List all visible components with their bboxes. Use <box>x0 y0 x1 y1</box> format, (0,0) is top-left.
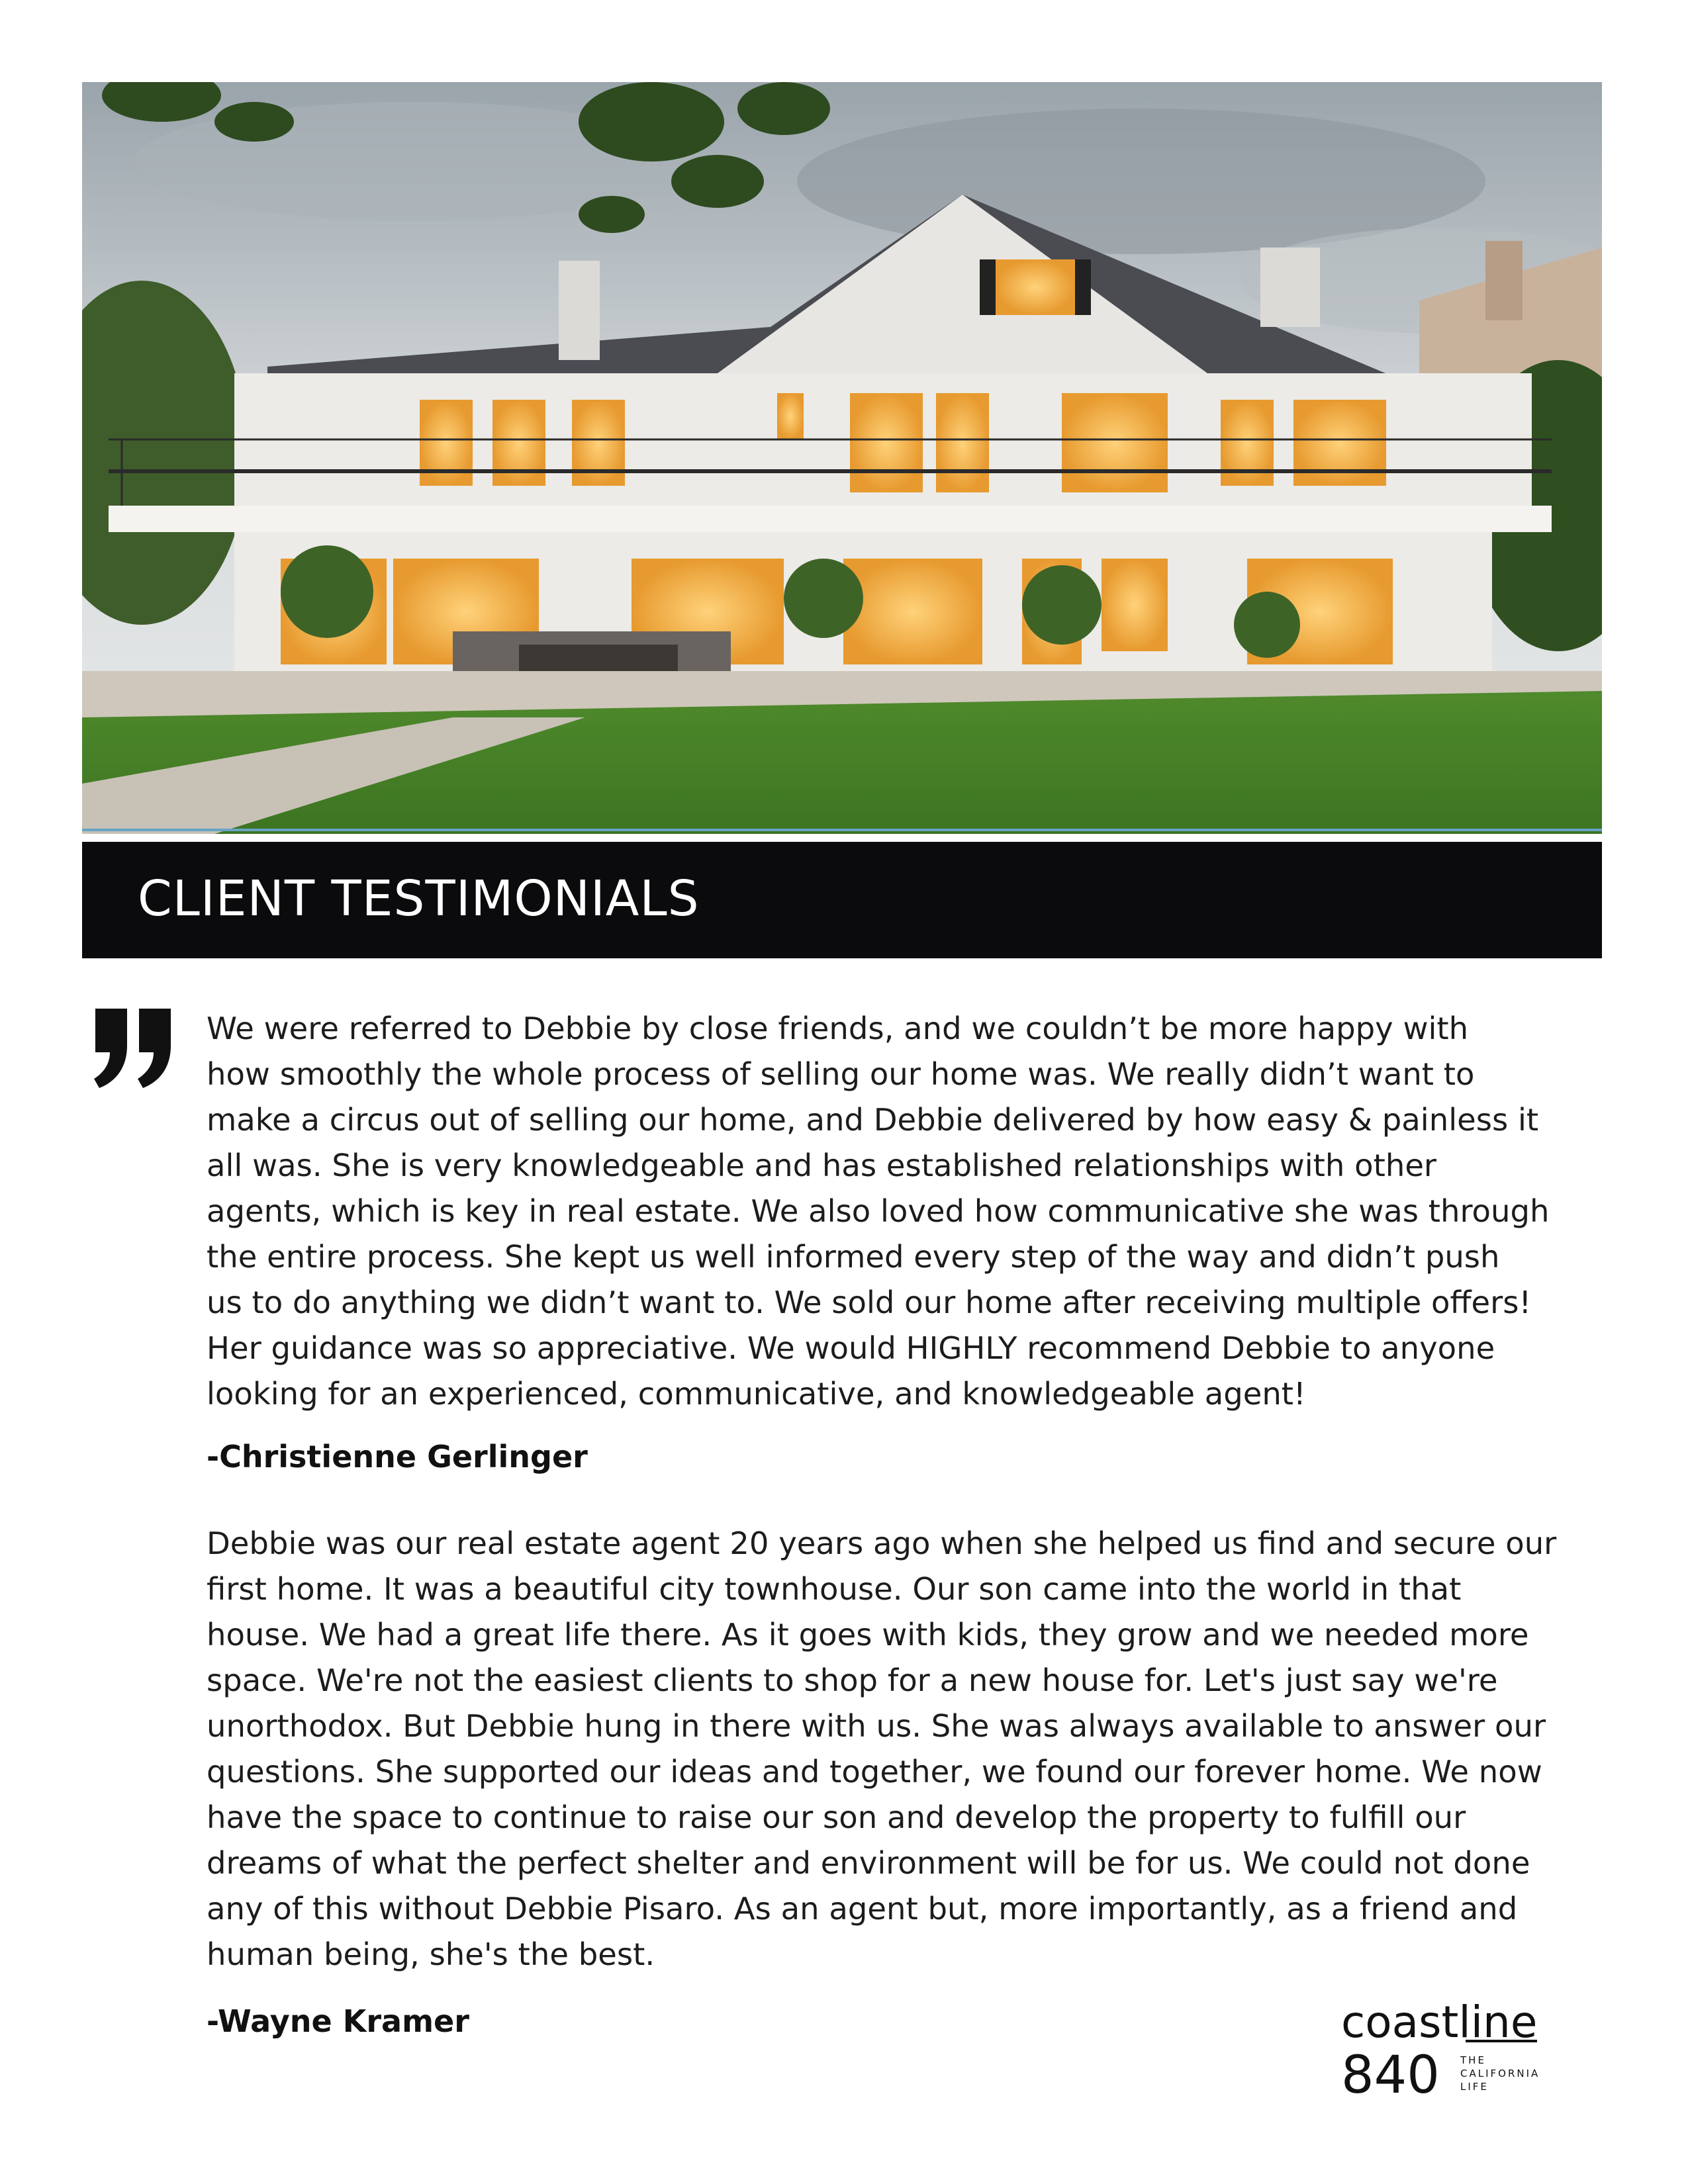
testimonial-text: We were referred to Debbie by close friends, and we couldn’t be more happy with how smoothly the whole process of selling our home was. We really didn’t want to make a circus out of selling our home, and Debbie delivered by how easy & painless it all was. She is very knowledgeable and has established relationships with other agents, which is key in real estate. We also loved how communicative she was through the entire process. She kept us well informed every step of the way and didn’t push us to do anything we didn’t want to. We sold our home after receiving multiple offers! Her guidance was so appreciative. We would HIGHLY recommend Debbie to anyone looking for an experienced, communicative, and knowledgeable agent! <box>207 1011 1550 1412</box>
hero-photo <box>82 82 1602 834</box>
logo-tagline-2: CALIFORNIA <box>1460 2068 1540 2079</box>
title-bar <box>82 842 1602 958</box>
page-title: CLIENT TESTIMONIALS <box>138 870 700 927</box>
testimonial-1 <box>207 1006 1630 1477</box>
testimonial-text: Debbie was our real estate agent 20 years ago when she helped us find and secure our first home. It was a beautiful city townhouse. Our son came into the world in that house. We had a great life there. As it goes with kids, they grow and we needed more space. We're not the easiest clients to shop for a new house for. Let's just say we're unorthodox. But Debbie hung in there with us. She was always available to answer our questions. She supported our ideas and together, we found our forever home. We now have the space to continue to raise our son and develop the property to fulfill our dreams of what the perfect shelter and environment will be for us. We could not done any of this without Debbie Pisaro. As an agent but, more importantly, as a friend and human being, she's the best. <box>207 1525 1557 1972</box>
testimonial-author: -Wayne Kramer <box>207 2003 469 2039</box>
house-illustration <box>82 82 1602 834</box>
quote-icon <box>90 1006 176 1092</box>
logo-tagline-3: LIFE <box>1460 2081 1489 2093</box>
logo-number: 840 <box>1341 2046 1440 2105</box>
testimonial-author: -Christienne Gerlinger <box>207 1439 588 1475</box>
chimney <box>559 261 600 360</box>
logo-word: coastline <box>1341 1997 1538 2048</box>
coastline-840-logo <box>1341 1992 1560 2105</box>
logo-tagline-1: THE <box>1460 2054 1486 2066</box>
testimonial-2 <box>207 1521 1630 2041</box>
